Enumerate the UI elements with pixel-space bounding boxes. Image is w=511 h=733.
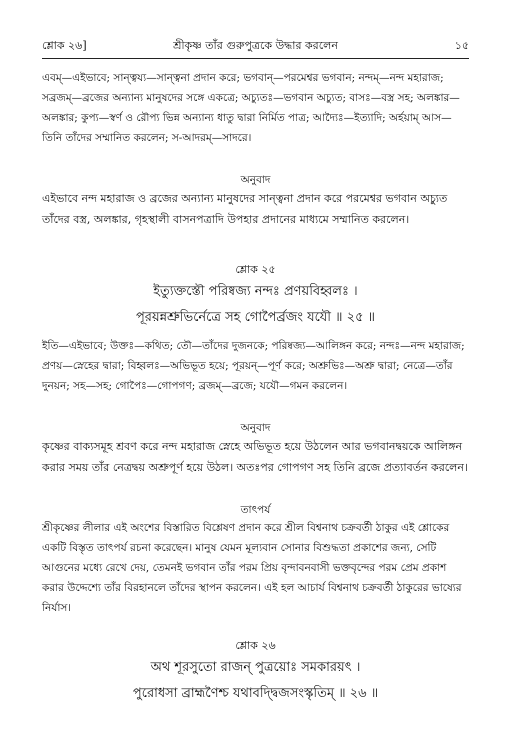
translation-heading-2: অনুবাদ [240, 422, 271, 434]
header-chapter-title: শ্রীকৃষ্ণ তাঁর গুরুপুত্রকে উদ্ধার করলেন [173, 38, 338, 52]
purport-text: শ্রীকৃষ্ণের লীলার এই অংশের বিস্তারিত বিশ্লেষণ প্রদান করে শ্রীল বিশ্বনাথ চক্রবর্তী ঠাকুর এই শ্লোকের একটি বিস্তৃত তাৎপর্য রচনা করেছেন। মানুষ যেমন মূল্যবান সোনার বিশুদ্ধতা প্রকাশের জন্য, সেটি আগুনের মধ্যে রেখে দেয়, তেমনই ভগবান তাঁর পরম প্রিয় বৃন্দাবনবাসী ভক্তবৃন্দের পরম প্রেম প্রকাশ করার উদ্দেশ্যে তাঁর বিরহানলে তাঁদের স্থাপন করলেন। এই হল আচার্য বিশ্বনাথ চক্রবর্তী ঠাকুরের ভাষ্যের নির্যাস। [42, 522, 462, 614]
verse-25-heading: শ্লোক ২৫ [235, 263, 276, 276]
verse-25-line-2: পূরয়ন্নশ্রুভির্নেত্রে সহ গোপৈর্ব্রজং যযৌ ॥ ২৫ ॥ [135, 310, 376, 325]
translation-heading-1: অনুবাদ [240, 174, 271, 186]
purport-heading: তাৎপর্য [240, 504, 271, 516]
header-verse-ref: শ্লোক ২৬] [42, 38, 87, 52]
synonyms-top: এবম্—এইভাবে; সান্ত্বয্য—সান্ত্বনা প্রদান করে; ভগবান্—পরমেশ্বর ভগবান; নন্দম্—নন্দ মহারাজ; সব্রজম্—ব্রজের অন্যান্য মানুষদের সঙ্গে একত্রে; অচ্যুতঃ—ভগবান অচ্যুত; বাসঃ—বস্ত্র সহ; অলঙ্কার—অলঙ্কার; কুপ্য—স্বর্ণ ও রৌপ্য ভিন্ন অন্যান্য ধাতু দ্বারা নির্মিত পাত্র; আদ্যৈঃ—ইত্যাদি; অর্হয়াম্ আস—তিনি তাঁদের সম্মানিত করলেন; স-আদরম্—সাদরে। [42, 72, 460, 144]
header-page-number: ১৫ [454, 38, 469, 52]
synonyms-25: ইতি—এইভাবে; উক্তঃ—কথিত; তৌ—তাঁদের দুজনকে; পরিষ্বজ্য—আলিঙ্গন করে; নন্দঃ—নন্দ মহারাজ; প্রণয়—স্নেহের দ্বারা; বিহ্বলঃ—অভিভূত হয়ে; পূরয়ন্—পূর্ণ করে; অশ্রুভিঃ—অশ্রু দ্বারা; নেত্রে—তাঁর দুনয়ন; সহ—সহ; গোপৈঃ—গোপগণ; ব্রজম্—ব্রজে; যযৌ—গমন করলেন। [42, 340, 465, 392]
header-rule [42, 58, 469, 59]
translation-2: কৃষ্ণের বাক্যসমূহ শ্রবণ করে নন্দ মহারাজ স্নেহে অভিভূত হয়ে উঠলেন আর ভগবানদ্বয়কে আলিঙ্গন করার সময় তাঁর নেত্রদ্বয় অশ্রুপূর্ণ হয়ে উঠল। অতঃপর গোপগণ সহ তিনি ব্রজে প্রত্যাবর্তন করলেন। [42, 440, 468, 474]
verse-25-line-1: ইত্যুক্তস্তৌ পরিষ্বজ্য নন্দঃ প্রণয়বিহ্বলঃ । [153, 284, 358, 299]
verse-26-line-1: অথ শূরসুতো রাজন্ পুত্রয়োঃ সমকারয়ৎ । [150, 660, 361, 675]
translation-1: এইভাবে নন্দ মহারাজ ও ব্রজের অন্যান্য মানুষদের সান্ত্বনা প্রদান করে পরমেশ্বর ভগবান অচ্যুত তাঁদের বস্ত্র, অলঙ্কার, গৃহস্থালী বাসনপত্রাদি উপহার প্রদানের মাধ্যমে সম্মানিত করলেন। [42, 192, 448, 226]
verse-26-line-2: পুরোধসা ব্রাহ্মণৈশ্চ যথাবদ্দ্বিজসংস্কৃতিম্ ॥ ২৬ ॥ [132, 686, 379, 701]
verse-26-heading: শ্লোক ২৬ [235, 639, 276, 652]
header-title-row [42, 38, 469, 54]
